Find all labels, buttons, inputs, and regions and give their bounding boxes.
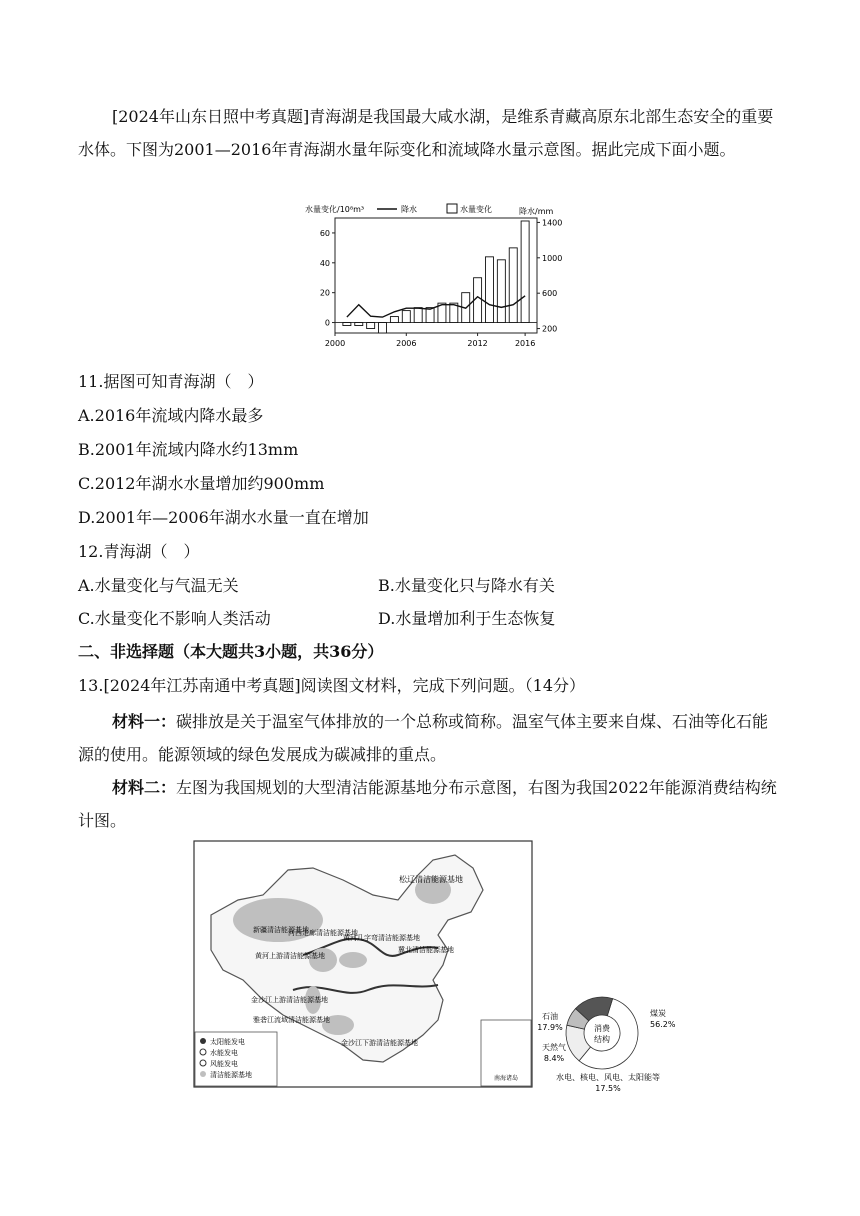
q11-option-c: C.2012年湖水水量增加约900mm (78, 474, 325, 493)
water-change-bar (343, 323, 351, 326)
water-change-bar (497, 260, 505, 323)
water-change-bar (355, 323, 363, 326)
clean-energy-map (193, 840, 538, 1090)
material-two-label: 材料二： (112, 778, 177, 797)
left-axis-label: 水量变化/10⁸m³ (305, 205, 365, 214)
pie-center-label: 消费 (594, 1024, 610, 1033)
pie-slice-name: 水电、核电、风电、太阳能等 (556, 1073, 660, 1082)
water-change-bar (521, 221, 529, 323)
south-china-sea-inset: 南海诸岛 (493, 1075, 519, 1082)
left-tick-label: 20 (319, 288, 330, 298)
base-jibei: 冀北清洁能源基地 (398, 946, 454, 954)
q12-option-c: C.水量变化不影响人类活动 (78, 609, 271, 628)
legend-precip: 降水 (401, 205, 417, 214)
water-change-bar (390, 317, 398, 323)
right-tick-label: 1400 (542, 218, 563, 228)
water-change-bar (485, 257, 493, 323)
base-jiziwan: 黄河几字弯清洁能源基地 (343, 934, 420, 942)
section-heading: 二、非选择题（本大题共3小题，共36分） (78, 642, 384, 661)
base-jinsha-lower: 金沙江下游清洁能源基地 (341, 1039, 418, 1047)
q12-option-d: D.水量增加利于生态恢复 (378, 609, 556, 628)
legend-wind: 风能发电 (210, 1060, 238, 1068)
intro-paragraph: [2024年山东日照中考真题]青海湖是我国最大咸水湖，是维系青藏高原东北部生态安全的重要水体。下图为2001—2016年青海湖水量年际变化和流域降水量示意图。据此完成下面小题。 (78, 107, 774, 159)
pie-slice-value: 17.9% (537, 1023, 563, 1032)
x-tick-label: 2016 (514, 339, 536, 348)
q13-stem: 13.[2024年江苏南通中考真题]阅读图文材料，完成下列问题。（14分） (78, 676, 586, 695)
base-songliao: 松辽清洁能源基地 (399, 875, 463, 884)
left-tick-label: 40 (319, 258, 330, 268)
material-one (78, 705, 778, 771)
left-tick-label: 60 (319, 228, 330, 238)
pie-slice-value: 17.5% (595, 1084, 621, 1093)
legend-solar: 太阳能发电 (210, 1038, 245, 1046)
water-change-bar (379, 323, 387, 333)
x-tick-label: 2006 (396, 339, 417, 348)
q11-stem: 11.据图可知青海湖（ ） (78, 372, 264, 391)
base-jinsha-upper: 金沙江上游清洁能源基地 (251, 996, 328, 1004)
base-yalong: 雅砻江流域清洁能源基地 (253, 1016, 330, 1024)
water-precip-chart (305, 198, 565, 358)
base-huanghe-upper: 黄河上游清洁能源基地 (255, 952, 325, 960)
pie-slice-name: 石油 (542, 1012, 558, 1021)
water-change-bar (426, 308, 434, 323)
right-tick-label: 600 (542, 289, 558, 299)
x-tick-label: 2000 (324, 339, 346, 348)
q12-option-b: B.水量变化只与降水有关 (378, 576, 555, 595)
q11-option-a: A.2016年流域内降水最多 (78, 406, 264, 425)
legend-hydro: 水能发电 (210, 1049, 238, 1057)
material-one-text: 碳排放是关于温室气体排放的一个总称或简称。温室气体主要来自煤、石油等化石能源的使用。能源领域的绿色发展成为碳减排的重点。 (78, 712, 769, 764)
legend-water-change: 水量变化 (460, 205, 492, 214)
base-xinjiang: 新疆清洁能源基地 (253, 926, 309, 934)
water-change-bar (367, 323, 375, 329)
right-tick-label: 200 (542, 324, 558, 334)
pie-slice-value: 56.2% (650, 1020, 676, 1029)
base-hexi: 河西走廊清洁能源基地 (288, 929, 358, 937)
energy-consumption-pie (537, 985, 690, 1105)
water-change-bar (414, 308, 422, 323)
left-tick-label: 0 (324, 318, 330, 328)
pie-slice-value: 8.4% (543, 1054, 565, 1063)
x-tick-label: 2012 (467, 339, 488, 348)
pie-slice-name: 煤炭 (650, 1009, 666, 1018)
q11-option-b: B.2001年流域内降水约13mm (78, 440, 299, 459)
material-two (78, 771, 778, 837)
q12-option-a: A.水量变化与气温无关 (78, 576, 239, 595)
right-tick-label: 1000 (542, 253, 563, 263)
pie-center-label-2: 结构 (594, 1035, 610, 1044)
material-one-label: 材料一： (112, 712, 177, 731)
water-change-bar (509, 248, 517, 323)
pie-slice-name: 天然气 (542, 1043, 566, 1052)
right-axis-label: 降水/mm (519, 207, 554, 216)
legend-base: 清洁能源基地 (210, 1071, 252, 1079)
legend-bar-swatch (447, 204, 457, 213)
q12-stem: 12.青海湖（ ） (78, 542, 200, 561)
material-two-text: 左图为我国规划的大型清洁能源基地分布示意图，右图为我国2022年能源消费结构统计图。 (78, 778, 777, 830)
water-change-bar (402, 311, 410, 323)
q11-option-d: D.2001年—2006年湖水水量一直在增加 (78, 508, 369, 527)
